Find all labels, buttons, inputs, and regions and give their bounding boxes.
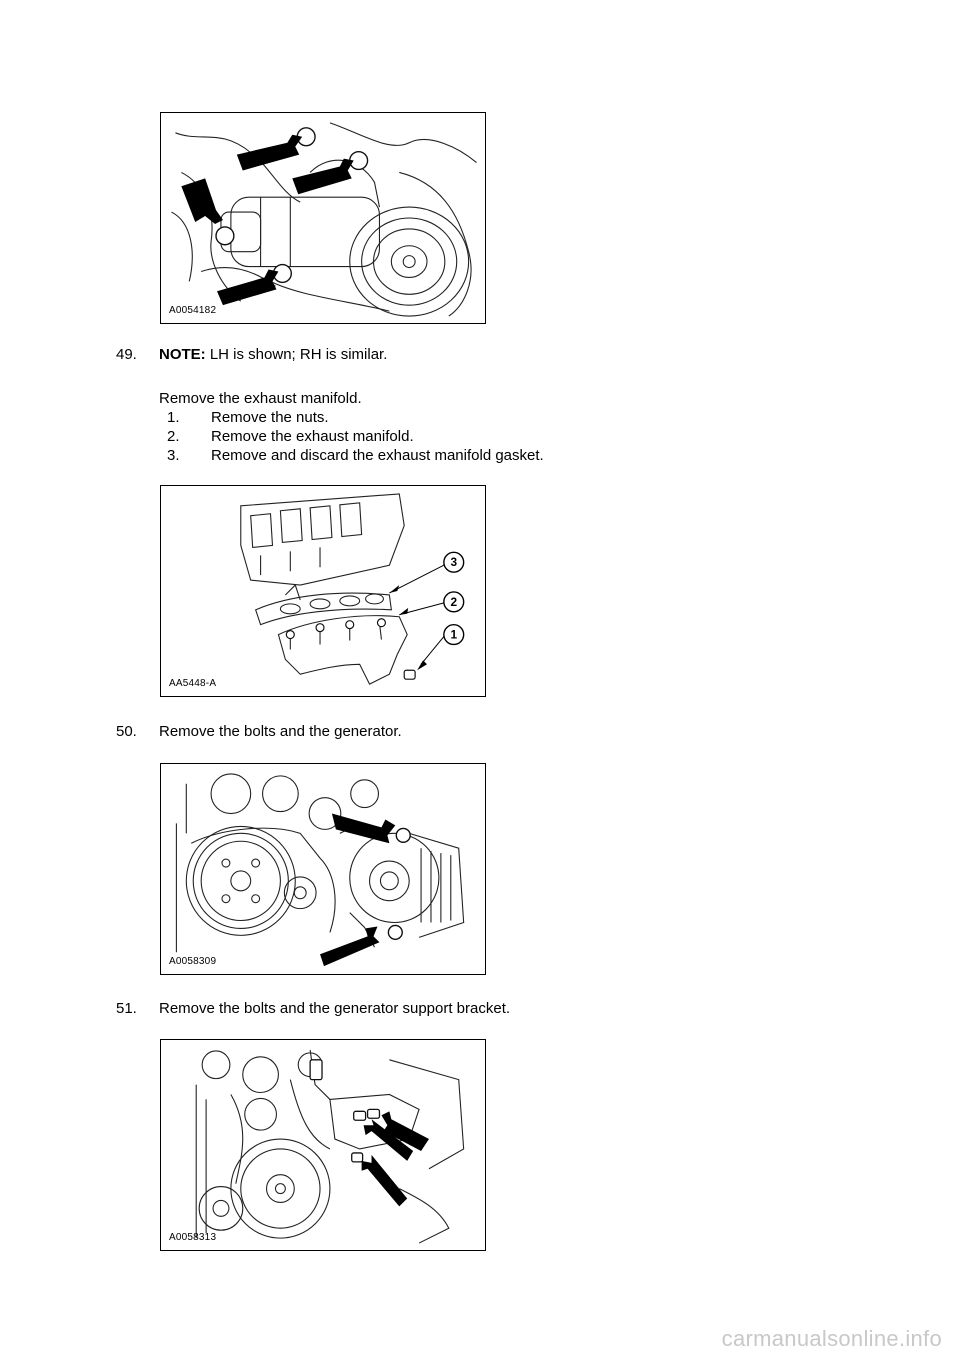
- line-art-generator-illustration: [161, 764, 485, 974]
- figure-id: A0058313: [169, 1232, 217, 1243]
- figure-a0058313: [160, 1039, 486, 1251]
- step-instruction: Remove the exhaust manifold.: [159, 390, 362, 407]
- line-art-compressor-illustration: [161, 113, 485, 323]
- step-number: 49.: [116, 346, 137, 363]
- callout-label: 3: [450, 555, 458, 570]
- step-number: 51.: [116, 1000, 137, 1017]
- substep-text: Remove the exhaust manifold.: [211, 428, 414, 445]
- substep-text: Remove the nuts.: [211, 409, 329, 426]
- substep-number: 2.: [167, 428, 180, 445]
- line-art-generator-bracket-illustration: [161, 1040, 485, 1250]
- step-text: Remove the bolts and the generator.: [159, 723, 402, 740]
- watermark: carmanualsonline.info: [721, 1326, 942, 1351]
- figure-id: AA5448-A: [169, 678, 217, 689]
- callout-label: 2: [450, 594, 458, 609]
- step-text: Remove the bolts and the generator support bracket.: [159, 1000, 511, 1017]
- line-art-exhaust-manifold-illustration: [161, 486, 485, 696]
- figure-id: A0058309: [169, 956, 217, 967]
- callout-label: 1: [450, 627, 458, 642]
- note-label: NOTE:: [159, 346, 206, 363]
- substep-number: 1.: [167, 409, 180, 426]
- figure-a0058309: [160, 763, 486, 975]
- figure-a0054182: [160, 112, 486, 324]
- figure-aa5448-a: [160, 485, 486, 697]
- step-note: [159, 346, 387, 364]
- note-text: LH is shown; RH is similar.: [205, 346, 388, 363]
- step-number: 50.: [116, 723, 137, 740]
- substep-text: Remove and discard the exhaust manifold gasket.: [211, 447, 544, 464]
- figure-id: A0054182: [169, 305, 217, 316]
- substep-number: 3.: [167, 447, 180, 464]
